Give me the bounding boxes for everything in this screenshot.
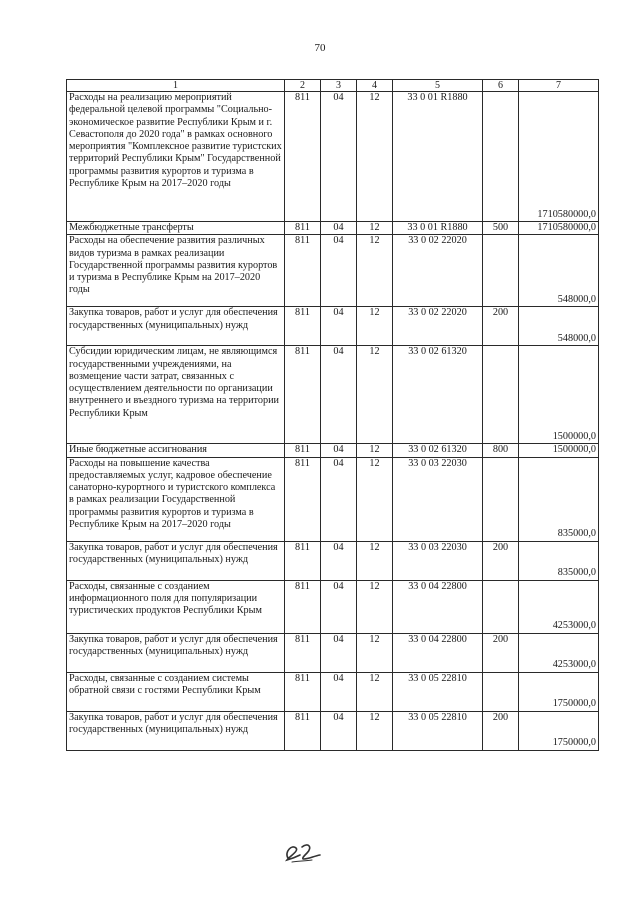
row-code-3-cell: 04 — [321, 235, 357, 307]
table-row — [67, 541, 599, 580]
row-code-5-cell: 33 0 01 R1880 — [393, 222, 483, 235]
row-name-cell: Закупка товаров, работ и услуг для обеспечения государственных (муниципальных) нужд — [67, 711, 285, 750]
row-code-5-cell: 33 0 04 22800 — [393, 580, 483, 633]
table-row — [67, 307, 599, 346]
table-row — [67, 633, 599, 672]
row-code-3-cell: 04 — [321, 672, 357, 711]
row-name-cell: Межбюджетные трансферты — [67, 222, 285, 235]
table-row — [67, 672, 599, 711]
row-code-3-cell: 04 — [321, 444, 357, 457]
row-name-cell: Субсидии юридическим лицам, не являющимся государственными учреждениями, на возмещение части затрат, связанных с осуществлением деятельности по организации внутреннего и въездного туризма на территории Республики Крым — [67, 346, 285, 444]
header-col-5: 5 — [393, 80, 483, 92]
row-code-4-cell: 12 — [357, 457, 393, 541]
row-code-2-cell: 811 — [285, 541, 321, 580]
row-name-cell: Закупка товаров, работ и услуг для обеспечения государственных (муниципальных) нужд — [67, 541, 285, 580]
row-code-2-cell: 811 — [285, 222, 321, 235]
row-name-cell: Закупка товаров, работ и услуг для обеспечения государственных (муниципальных) нужд — [67, 307, 285, 346]
table-row — [67, 235, 599, 307]
row-code-6-cell: 200 — [483, 633, 519, 672]
row-amount-cell: 548000,0 — [519, 307, 599, 346]
table-row — [67, 92, 599, 222]
row-code-2-cell: 811 — [285, 633, 321, 672]
row-code-5-cell: 33 0 02 61320 — [393, 346, 483, 444]
row-code-2-cell: 811 — [285, 457, 321, 541]
row-code-4-cell: 12 — [357, 711, 393, 750]
row-name-cell: Расходы, связанные с созданием системы обратной связи с гостями Республики Крым — [67, 672, 285, 711]
row-code-2-cell: 811 — [285, 92, 321, 222]
row-code-3-cell: 04 — [321, 711, 357, 750]
budget-table — [66, 79, 599, 751]
header-col-6: 6 — [483, 80, 519, 92]
row-code-4-cell: 12 — [357, 580, 393, 633]
row-code-5-cell: 33 0 01 R1880 — [393, 92, 483, 222]
row-name-cell: Расходы на повышение качества предоставляемых услуг, кадровое обеспечение санаторно-курортного и туристского комплекса в рамках реализации Государственной программы развития курортов и туризма в Республике Крым на 2017–2020 годы — [67, 457, 285, 541]
row-code-5-cell: 33 0 03 22030 — [393, 457, 483, 541]
table-row — [67, 222, 599, 235]
row-code-4-cell: 12 — [357, 222, 393, 235]
row-code-6-cell: 500 — [483, 222, 519, 235]
table-header-row — [67, 80, 599, 92]
row-name-cell: Закупка товаров, работ и услуг для обеспечения государственных (муниципальных) нужд — [67, 633, 285, 672]
header-col-2: 2 — [285, 80, 321, 92]
row-code-2-cell: 811 — [285, 672, 321, 711]
header-col-3: 3 — [321, 80, 357, 92]
row-code-5-cell: 33 0 02 61320 — [393, 444, 483, 457]
row-code-6-cell: 200 — [483, 541, 519, 580]
row-code-5-cell: 33 0 04 22800 — [393, 633, 483, 672]
table-row — [67, 711, 599, 750]
row-code-5-cell: 33 0 03 22030 — [393, 541, 483, 580]
row-code-3-cell: 04 — [321, 307, 357, 346]
row-code-3-cell: 04 — [321, 580, 357, 633]
row-code-3-cell: 04 — [321, 346, 357, 444]
row-code-2-cell: 811 — [285, 444, 321, 457]
row-code-3-cell: 04 — [321, 92, 357, 222]
row-code-2-cell: 811 — [285, 711, 321, 750]
row-name-cell: Расходы на обеспечение развития различных видов туризма в рамках реализации Государственной программы развития курортов и туризма в Республике Крым на 2017–2020 годы — [67, 235, 285, 307]
header-col-4: 4 — [357, 80, 393, 92]
table-row — [67, 457, 599, 541]
row-amount-cell: 1750000,0 — [519, 672, 599, 711]
header-col-1: 1 — [67, 80, 285, 92]
row-code-6-cell — [483, 672, 519, 711]
row-code-6-cell — [483, 346, 519, 444]
row-name-cell: Расходы, связанные с созданием информационного поля для популяризации туристических продуктов Республики Крым — [67, 580, 285, 633]
row-code-6-cell — [483, 92, 519, 222]
row-amount-cell: 548000,0 — [519, 235, 599, 307]
table-row — [67, 580, 599, 633]
row-name-cell: Расходы на реализацию мероприятий федеральной целевой программы "Социально-экономическое развитие Республики Крым и г. Севастополя до 2020 года" в рамках основного мероприятия "Комплексное развитие туристских территорий Республики Крым" Государственной программы развития курортов и туризма в Республике Крым на 2017–2020 годы — [67, 92, 285, 222]
row-code-3-cell: 04 — [321, 541, 357, 580]
row-code-5-cell: 33 0 02 22020 — [393, 235, 483, 307]
row-amount-cell: 835000,0 — [519, 457, 599, 541]
row-code-6-cell: 200 — [483, 711, 519, 750]
row-amount-cell: 1710580000,0 — [519, 222, 599, 235]
row-code-4-cell: 12 — [357, 541, 393, 580]
row-code-4-cell: 12 — [357, 92, 393, 222]
row-code-5-cell: 33 0 02 22020 — [393, 307, 483, 346]
row-code-6-cell: 800 — [483, 444, 519, 457]
row-amount-cell: 835000,0 — [519, 541, 599, 580]
handwritten-signature — [282, 838, 326, 864]
row-code-3-cell: 04 — [321, 633, 357, 672]
row-amount-cell: 4253000,0 — [519, 580, 599, 633]
row-code-4-cell: 12 — [357, 633, 393, 672]
row-amount-cell: 1500000,0 — [519, 444, 599, 457]
row-code-2-cell: 811 — [285, 235, 321, 307]
row-code-5-cell: 33 0 05 22810 — [393, 672, 483, 711]
row-amount-cell: 1710580000,0 — [519, 92, 599, 222]
row-amount-cell: 1500000,0 — [519, 346, 599, 444]
row-code-4-cell: 12 — [357, 444, 393, 457]
row-code-6-cell: 200 — [483, 307, 519, 346]
row-code-4-cell: 12 — [357, 235, 393, 307]
row-code-3-cell: 04 — [321, 222, 357, 235]
row-code-2-cell: 811 — [285, 307, 321, 346]
row-code-6-cell — [483, 457, 519, 541]
page-number: 70 — [314, 42, 326, 54]
row-amount-cell: 4253000,0 — [519, 633, 599, 672]
table-row — [67, 444, 599, 457]
row-code-5-cell: 33 0 05 22810 — [393, 711, 483, 750]
row-code-6-cell — [483, 235, 519, 307]
row-code-3-cell: 04 — [321, 457, 357, 541]
row-amount-cell: 1750000,0 — [519, 711, 599, 750]
row-name-cell: Иные бюджетные ассигнования — [67, 444, 285, 457]
row-code-4-cell: 12 — [357, 672, 393, 711]
row-code-2-cell: 811 — [285, 580, 321, 633]
table-row — [67, 346, 599, 444]
row-code-2-cell: 811 — [285, 346, 321, 444]
row-code-4-cell: 12 — [357, 307, 393, 346]
row-code-4-cell: 12 — [357, 346, 393, 444]
header-col-7: 7 — [519, 80, 599, 92]
row-code-6-cell — [483, 580, 519, 633]
